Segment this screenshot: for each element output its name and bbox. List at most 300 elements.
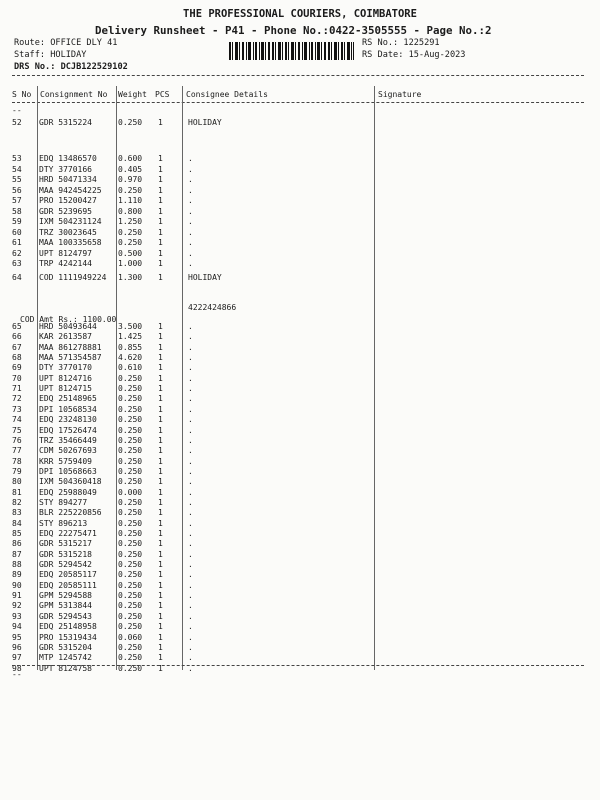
cell-cons: KAR 2613587 [39,332,92,342]
cell-cons: MAA 100335658 [39,238,102,247]
table-row [0,196,600,205]
cell-wt: 0.250 [118,446,143,456]
cell-wt: 0.800 [118,206,143,216]
cell-sno: 92 [12,601,22,611]
cell-sno: 54 [12,164,22,174]
cell-cons: STY 896213 [39,518,88,528]
cell-pcs: 1 [158,560,163,570]
cell-pcs: 1 [158,154,163,163]
cell-det: . [188,342,193,352]
cell-pcs: 1 [158,273,163,282]
cell-wt: 0.250 [118,611,143,621]
cell-pcs: 1 [158,456,163,466]
cell-cons: STY 894277 [39,497,88,507]
cell-pcs: 1 [158,529,163,538]
cell-cons: GDR 5239695 [39,206,92,216]
cell-wt: 0.250 [118,384,143,394]
cell-sno: 59 [12,217,22,226]
cell-wt: 0.855 [118,342,143,352]
cell-det: . [188,632,193,642]
cell-pcs: 1 [158,332,163,342]
barcode [229,42,354,60]
cell-pcs: 1 [158,601,163,611]
table-row [0,622,600,631]
cell-cons: EDQ 23248130 [39,415,97,425]
column-header-signature: Signature [378,90,422,99]
cell-det: . [188,622,193,632]
cell-det: . [188,529,193,538]
cell-sno: 58 [12,206,22,216]
cell-wt: 0.250 [118,518,143,528]
cell-cons: EDQ 25988049 [39,487,97,497]
cell-sno: 90 [12,580,22,590]
cell-wt: 0.250 [118,560,143,570]
cell-pcs: 1 [158,118,163,127]
cell-sno: 79 [12,466,22,476]
cell-cons: DTY 3770166 [39,164,92,174]
cell-sno: 97 [12,653,22,663]
cell-cons: GDR 5294542 [39,560,92,570]
runsheet-title: Delivery Runsheet - P41 - Phone No.:0422-3505555 - Page No.:2 [95,24,492,37]
cell-sno: 80 [12,477,22,487]
cell-wt: 0.600 [118,154,143,163]
cell-pcs: 1 [158,653,163,663]
cell-sno: 70 [12,373,22,383]
table-row [0,405,600,414]
cell-det: . [188,570,193,580]
rs-number: RS No.: 1225291 [362,38,440,48]
cell-det: . [188,560,193,570]
cod-reference-number: 4222424866 [188,303,237,312]
cell-sno: 67 [12,342,22,352]
cell-wt: 0.250 [118,185,143,195]
cell-cons: GDR 5294543 [39,611,92,621]
table-row [0,374,600,383]
cell-cons: DTY 3770170 [39,363,92,373]
cell-sno: 55 [12,175,22,184]
cell-cons: EDQ 20585117 [39,570,97,580]
cell-det: . [188,394,193,404]
cell-pcs: 1 [158,259,163,268]
cell-sno: 66 [12,332,22,342]
cell-det: . [188,446,193,456]
cell-pcs: 1 [158,570,163,580]
cell-sno: 74 [12,415,22,425]
cell-det: . [188,580,193,590]
cell-cons: EDQ 17526474 [39,425,97,435]
cell-wt: 0.250 [118,394,143,404]
cell-pcs: 1 [158,435,163,445]
cell-cons: GPM 5313844 [39,601,92,611]
cell-cons: IXM 504360418 [39,477,102,487]
cell-sno: 82 [12,497,22,507]
cell-pcs: 1 [158,591,163,601]
cell-pcs: 1 [158,642,163,652]
cell-cons: GDR 5315224 [39,118,92,127]
cell-wt: 1.000 [118,259,143,268]
cell-sno: 72 [12,394,22,404]
table-row [0,118,600,127]
cell-det: . [188,248,193,258]
cell-pcs: 1 [158,497,163,507]
cell-det: . [188,425,193,435]
cell-pcs: 1 [158,487,163,497]
cell-cons: EDQ 25148965 [39,394,97,404]
cell-det: . [188,353,193,363]
table-row [0,154,600,163]
cell-wt: 0.250 [118,435,143,445]
cell-pcs: 1 [158,477,163,487]
cell-wt: 1.110 [118,196,143,205]
cell-det: . [188,653,193,663]
cell-pcs: 1 [158,353,163,363]
table-row [0,165,600,174]
cell-wt: 4.620 [118,353,143,363]
cell-cons: HRD 50493644 [39,322,97,331]
cell-sno: 96 [12,642,22,652]
cell-det: . [188,154,193,163]
company-title: THE PROFESSIONAL COURIERS, COIMBATORE [183,8,417,20]
cell-det: . [188,591,193,601]
dash-marker-top: -- [12,106,22,115]
cell-sno: 77 [12,446,22,456]
cell-cons: GPM 5294588 [39,591,92,601]
table-row [0,332,600,341]
cell-sno: 91 [12,591,22,601]
cell-sno: 85 [12,529,22,538]
cell-det: . [188,642,193,652]
cell-det: . [188,185,193,195]
cell-wt: 0.250 [118,404,143,414]
cell-cons: MAA 942454225 [39,185,102,195]
cell-pcs: 1 [158,632,163,642]
cell-det: . [188,363,193,373]
cell-pcs: 1 [158,580,163,590]
cell-det: . [188,508,193,518]
table-row [0,457,600,466]
cell-sno: 69 [12,363,22,373]
table-row [0,581,600,590]
cell-wt: 0.250 [118,373,143,383]
table-row [0,394,600,403]
cell-cons: EDQ 13486570 [39,154,97,163]
table-row [0,570,600,579]
cell-det: . [188,217,193,226]
cell-wt: 0.250 [118,549,143,559]
cell-wt: 0.250 [118,497,143,507]
cell-cons: UPT 8124715 [39,384,92,394]
cell-pcs: 1 [158,227,163,237]
table-row [0,207,600,216]
cell-pcs: 1 [158,539,163,549]
cell-wt: 0.970 [118,175,143,184]
cell-pcs: 1 [158,466,163,476]
table-row [0,612,600,621]
cell-pcs: 1 [158,373,163,383]
cell-wt: 0.500 [118,248,143,258]
table-row [0,343,600,352]
column-header-weight: Weight [118,90,147,99]
table-row [0,488,600,497]
table-row [0,175,600,184]
cell-sno: 78 [12,456,22,466]
cell-sno: 93 [12,611,22,621]
rs-date: RS Date: 15-Aug-2023 [362,50,466,60]
cell-cons: PRO 15319434 [39,632,97,642]
cell-wt: 0.250 [118,663,143,673]
cell-pcs: 1 [158,404,163,414]
route-label: Route: OFFICE DLY 41 [14,38,118,48]
cell-pcs: 1 [158,248,163,258]
cell-sno: 84 [12,518,22,528]
cell-det: . [188,175,193,184]
cell-cons: UPT 8124797 [39,248,92,258]
cell-cons: MTP 1245742 [39,653,92,663]
table-row [0,508,600,517]
cell-det: . [188,549,193,559]
cell-pcs: 1 [158,549,163,559]
cell-det: . [188,373,193,383]
cell-sno: 71 [12,384,22,394]
table-row [0,228,600,237]
cod-amount-note: COD Amt Rs.: 1100.00 [20,315,117,324]
cell-pcs: 1 [158,446,163,456]
cell-cons: TRZ 30023645 [39,227,97,237]
cell-sno: 81 [12,487,22,497]
cell-cons: MAA 571354587 [39,353,102,363]
cell-wt: 0.250 [118,622,143,632]
table-row [0,539,600,548]
table-row [0,353,600,362]
cell-cons: KRR 5759409 [39,456,92,466]
cell-sno: 94 [12,622,22,632]
cell-det: . [188,332,193,342]
cell-cons: TRP 4242144 [39,259,92,268]
cell-sno: 57 [12,196,22,205]
cell-pcs: 1 [158,164,163,174]
cell-pcs: 1 [158,611,163,621]
cell-sno: 76 [12,435,22,445]
cell-pcs: 1 [158,238,163,247]
cell-pcs: 1 [158,622,163,632]
cell-wt: 0.250 [118,653,143,663]
cell-wt: 0.250 [118,425,143,435]
cell-wt: 0.060 [118,632,143,642]
cell-sno: 61 [12,238,22,247]
cell-sno: 56 [12,185,22,195]
cell-det: . [188,518,193,528]
column-header-consignee-details: Consignee Details [186,90,268,99]
cell-wt: 0.250 [118,529,143,538]
cell-cons: DPI 10568663 [39,466,97,476]
cell-cons: GDR 5315217 [39,539,92,549]
cell-sno: 73 [12,404,22,414]
cell-sno: 63 [12,259,22,268]
cell-pcs: 1 [158,663,163,673]
cell-det: . [188,227,193,237]
cell-cons: GDR 5315204 [39,642,92,652]
table-row [0,426,600,435]
cell-det: . [188,196,193,205]
cell-det: HOLIDAY [188,118,222,127]
cell-det: . [188,611,193,621]
cell-pcs: 1 [158,206,163,216]
cell-sno: 64 [12,273,22,282]
table-row [0,249,600,258]
cell-cons: HRD 50471334 [39,175,97,184]
cell-sno: 86 [12,539,22,549]
cell-wt: 0.250 [118,477,143,487]
table-row [0,259,600,268]
cell-sno: 68 [12,353,22,363]
table-row [0,415,600,424]
cell-det: . [188,404,193,414]
cell-cons: DPI 10568534 [39,404,97,414]
table-row [0,550,600,559]
cell-wt: 1.300 [118,273,143,282]
cell-det: . [188,259,193,268]
cell-sno: 60 [12,227,22,237]
cell-det: . [188,601,193,611]
cell-det: . [188,497,193,507]
cell-det: . [188,435,193,445]
table-row [0,363,600,372]
cell-wt: 0.250 [118,642,143,652]
table-row [0,217,600,226]
table-row [0,633,600,642]
cell-pcs: 1 [158,518,163,528]
cell-det: . [188,384,193,394]
cell-det: . [188,456,193,466]
table-row [0,384,600,393]
cell-wt: 0.405 [118,164,143,174]
cell-cons: BLR 225220856 [39,508,102,518]
table-row [0,446,600,455]
cell-cons: PRO 15200427 [39,196,97,205]
cell-cons: EDQ 20585111 [39,580,97,590]
table-row [0,477,600,486]
cell-wt: 1.425 [118,332,143,342]
cell-wt: 0.250 [118,466,143,476]
table-row [0,238,600,247]
cell-wt: 0.250 [118,508,143,518]
cell-det: . [188,206,193,216]
cell-sno: 53 [12,154,22,163]
cell-sno: 89 [12,570,22,580]
cell-wt: 1.250 [118,217,143,226]
cell-det: . [188,238,193,247]
cell-pcs: 1 [158,175,163,184]
column-header-sno: S No [12,90,32,99]
cell-wt: 0.250 [118,456,143,466]
cell-pcs: 1 [158,415,163,425]
cell-sno: 52 [12,118,22,127]
cell-det: . [188,415,193,425]
drs-number: DRS No.: DCJB122529102 [14,62,128,72]
cell-det: HOLIDAY [188,273,222,282]
cell-cons: CDM 50267693 [39,446,97,456]
dash-marker-bottom: -- [12,670,22,679]
cell-det: . [188,322,193,331]
table-row [0,591,600,600]
cell-det: . [188,487,193,497]
header-divider-bottom [12,102,584,103]
cell-det: . [188,164,193,174]
cell-pcs: 1 [158,196,163,205]
cell-sno: 83 [12,508,22,518]
table-row [0,186,600,195]
table-row [0,519,600,528]
cell-sno: 88 [12,560,22,570]
cell-wt: 0.250 [118,601,143,611]
cell-pcs: 1 [158,425,163,435]
table-row [0,467,600,476]
cell-cons: GDR 5315218 [39,549,92,559]
cell-det: . [188,466,193,476]
table-row [0,529,600,538]
cell-pcs: 1 [158,185,163,195]
table-row [0,643,600,652]
cell-wt: 3.500 [118,322,143,331]
cell-cons: COD 1111949224 [39,273,107,282]
cell-wt: 0.250 [118,539,143,549]
cell-pcs: 1 [158,394,163,404]
cell-wt: 0.250 [118,591,143,601]
cell-sno: 95 [12,632,22,642]
cell-pcs: 1 [158,322,163,331]
cell-cons: IXM 504231124 [39,217,102,226]
cell-pcs: 1 [158,508,163,518]
cell-wt: 0.250 [118,570,143,580]
cell-sno: 65 [12,322,22,331]
cell-cons: UPT 8124716 [39,373,92,383]
table-row [0,498,600,507]
cell-sno: 98 [12,663,22,673]
table-row [0,560,600,569]
table-row [0,273,600,282]
cell-wt: 0.610 [118,363,143,373]
header-divider-top [12,75,584,76]
table-row [0,601,600,610]
cell-pcs: 1 [158,217,163,226]
cell-wt: 0.250 [118,227,143,237]
cell-pcs: 1 [158,342,163,352]
cell-cons: UPT 8124758 [39,663,92,673]
cell-sno: 75 [12,425,22,435]
cell-pcs: 1 [158,384,163,394]
staff-label: Staff: HOLIDAY [14,50,87,60]
cell-sno: 87 [12,549,22,559]
column-header-pcs: PCS [155,90,170,99]
cell-wt: 0.250 [118,580,143,590]
cell-sno: 62 [12,248,22,258]
cell-wt: 0.250 [118,415,143,425]
cell-wt: 0.000 [118,487,143,497]
cell-det: . [188,663,193,673]
cell-pcs: 1 [158,363,163,373]
footer-divider [12,665,584,666]
table-row [0,653,600,662]
cell-wt: 0.250 [118,238,143,247]
cell-wt: 0.250 [118,118,143,127]
column-header-consignment: Consignment No [40,90,108,99]
cell-cons: EDQ 25148958 [39,622,97,632]
cell-cons: MAA 861278881 [39,342,102,352]
cell-det: . [188,539,193,549]
cell-det: . [188,477,193,487]
cell-cons: EDQ 22275471 [39,529,97,538]
table-row [0,436,600,445]
